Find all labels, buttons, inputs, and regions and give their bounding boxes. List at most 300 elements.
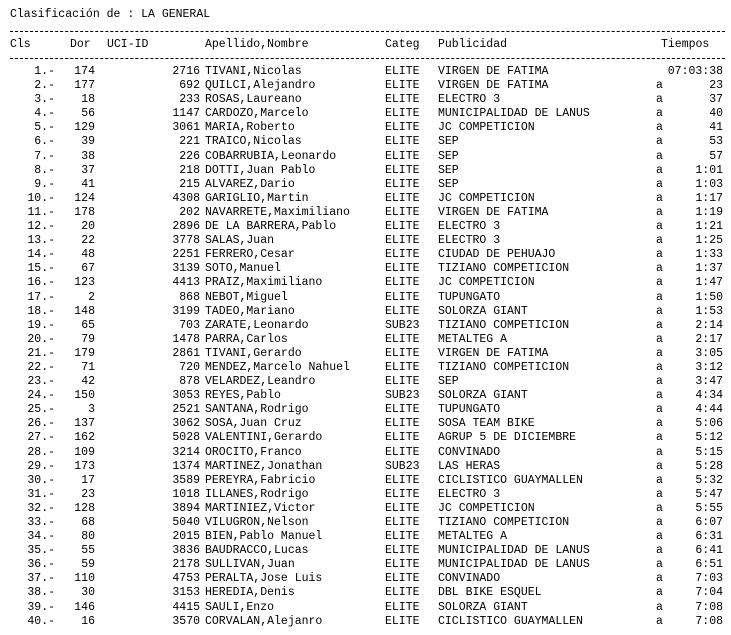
top-divider: [10, 31, 725, 32]
cell-dor: 68: [81, 516, 95, 529]
cell-gap-marker: a: [656, 332, 663, 346]
cell-dor: 38: [81, 149, 95, 163]
cell-cls: 34.-: [27, 530, 55, 544]
cell-dor: 124: [74, 191, 95, 205]
page-title: Clasificación de : LA GENERAL: [10, 8, 211, 21]
cell-category: ELITE: [385, 262, 420, 276]
cell-time: 5:32: [695, 473, 723, 487]
table-row: [10, 319, 725, 333]
cell-cls: 7.-: [34, 149, 55, 163]
cell-name: ROSAS,Laureano: [205, 93, 302, 107]
cell-time: 07:03:38: [667, 65, 723, 78]
cell-uci-id: 1374: [172, 459, 200, 473]
cell-category: SUB23: [385, 389, 420, 403]
cell-uci-id: 5028: [172, 431, 200, 445]
cell-sponsor: JC COMPETICION: [438, 191, 535, 205]
results-document: [10, 0, 725, 635]
cell-category: ELITE: [385, 530, 420, 544]
cell-dor: 174: [74, 65, 95, 78]
cell-dor: 162: [74, 431, 95, 445]
cell-gap-marker: a: [656, 572, 663, 586]
cell-sponsor: JC COMPETICION: [438, 501, 535, 515]
cell-uci-id: 868: [179, 290, 200, 304]
cell-uci-id: 2716: [172, 65, 200, 78]
cell-category: ELITE: [385, 403, 420, 417]
cell-dor: 22: [81, 234, 95, 248]
cell-category: ELITE: [385, 135, 420, 149]
cell-time: 7:08: [695, 600, 723, 614]
cell-uci-id: 3053: [172, 389, 200, 403]
cell-sponsor: TUPUNGATO: [438, 403, 501, 417]
cell-dor: 39: [81, 135, 95, 149]
table-row: [10, 516, 725, 530]
header-times: Tiempos: [661, 38, 710, 51]
table-row: [10, 403, 725, 417]
cell-category: ELITE: [385, 614, 420, 628]
cell-gap-marker: a: [656, 417, 663, 431]
cell-sponsor: MUNICIPALIDAD DE LANUS: [438, 544, 590, 558]
cell-category: ELITE: [385, 79, 420, 93]
cell-gap-marker: a: [656, 318, 663, 332]
cell-uci-id: 3836: [172, 544, 200, 558]
cell-gap-marker: a: [656, 473, 663, 487]
cell-category: ELITE: [385, 177, 420, 191]
cell-name: PERALTA,Jose Luis: [205, 572, 323, 586]
cell-sponsor: JC COMPETICION: [438, 276, 535, 290]
cell-time: 7:04: [695, 586, 723, 600]
cell-category: ELITE: [385, 248, 420, 262]
cell-dor: 2: [88, 290, 95, 304]
cell-category: ELITE: [385, 487, 420, 501]
cell-sponsor: JC COMPETICION: [438, 121, 535, 135]
cell-cls: 2.-: [34, 79, 55, 93]
cell-dor: 30: [81, 586, 95, 600]
cell-name: TRAICO,Nicolas: [205, 135, 302, 149]
cell-cls: 38.-: [27, 586, 55, 600]
cell-cls: 21.-: [27, 346, 55, 360]
cell-category: ELITE: [385, 431, 420, 445]
table-row: [10, 65, 725, 79]
cell-dor: 148: [74, 304, 95, 318]
results-table: [10, 65, 725, 629]
cell-name: VILUGRON,Nelson: [205, 516, 309, 529]
cell-gap-marker: a: [656, 93, 663, 107]
cell-category: ELITE: [385, 558, 420, 572]
cell-gap-marker: a: [656, 600, 663, 614]
cell-name: CORVALAN,Alejanro: [205, 614, 323, 628]
cell-time: 6:51: [695, 558, 723, 572]
cell-cls: 17.-: [27, 290, 55, 304]
cell-dor: 65: [81, 318, 95, 332]
table-row: [10, 150, 725, 164]
cell-name: MARTINIEZ,Victor: [205, 501, 316, 515]
cell-time: 2:17: [695, 332, 723, 346]
table-row: [10, 121, 725, 135]
cell-name: COBARRUBIA,Leonardo: [205, 149, 337, 163]
table-row: [10, 234, 725, 248]
cell-name: ZARATE,Leonardo: [205, 318, 309, 332]
table-row: [10, 135, 725, 149]
cell-uci-id: 3061: [172, 121, 200, 135]
cell-uci-id: 4753: [172, 572, 200, 586]
cell-gap-marker: a: [656, 135, 663, 149]
cell-dor: 129: [74, 121, 95, 135]
cell-time: 1:47: [695, 276, 723, 290]
cell-dor: 109: [74, 445, 95, 459]
cell-dor: 71: [81, 360, 95, 374]
cell-gap-marker: a: [656, 290, 663, 304]
cell-category: ELITE: [385, 501, 420, 515]
cell-uci-id: 1018: [172, 487, 200, 501]
cell-cls: 8.-: [34, 163, 55, 177]
table-row: [10, 248, 725, 262]
cell-time: 1:53: [695, 304, 723, 318]
header-dor: Dor: [70, 38, 91, 51]
cell-sponsor: ELECTRO 3: [438, 220, 501, 234]
cell-dor: 17: [81, 473, 95, 487]
cell-gap-marker: a: [656, 276, 663, 290]
cell-sponsor: SOLORZA GIANT: [438, 304, 528, 318]
cell-uci-id: 2896: [172, 220, 200, 234]
cell-dor: 123: [74, 276, 95, 290]
cell-name: PRAIZ,Maximiliano: [205, 276, 323, 290]
cell-dor: 37: [81, 163, 95, 177]
cell-category: ELITE: [385, 417, 420, 431]
cell-uci-id: 4308: [172, 191, 200, 205]
cell-time: 5:28: [695, 459, 723, 473]
cell-cls: 16.-: [27, 276, 55, 290]
cell-time: 53: [709, 135, 723, 149]
cell-dor: 177: [74, 79, 95, 93]
cell-cls: 33.-: [27, 516, 55, 529]
cell-name: MENDEZ,Marcelo Nahuel: [205, 360, 350, 374]
cell-time: 1:21: [695, 220, 723, 234]
cell-gap-marker: a: [656, 431, 663, 445]
header-sponsor: Publicidad: [438, 38, 508, 51]
cell-time: 23: [709, 79, 723, 93]
cell-uci-id: 4415: [172, 600, 200, 614]
table-row: [10, 347, 725, 361]
cell-uci-id: 2015: [172, 530, 200, 544]
cell-gap-marker: a: [656, 544, 663, 558]
cell-category: ELITE: [385, 304, 420, 318]
cell-time: 3:05: [695, 346, 723, 360]
cell-dor: 110: [74, 572, 95, 586]
cell-cls: 6.-: [34, 135, 55, 149]
cell-sponsor: CONVINADO: [438, 445, 501, 459]
cell-time: 2:14: [695, 318, 723, 332]
cell-cls: 4.-: [34, 107, 55, 121]
cell-uci-id: 5040: [172, 516, 200, 529]
cell-name: SULLIVAN,Juan: [205, 558, 295, 572]
cell-gap-marker: a: [656, 360, 663, 374]
table-row: [10, 220, 725, 234]
cell-gap-marker: a: [656, 487, 663, 501]
table-row: [10, 206, 725, 220]
table-row: [10, 460, 725, 474]
cell-sponsor: TIZIANO COMPETICION: [438, 516, 570, 529]
header-name: Apellido,Nombre: [205, 38, 309, 51]
cell-dor: 18: [81, 93, 95, 107]
cell-time: 1:17: [695, 191, 723, 205]
cell-gap-marker: a: [656, 234, 663, 248]
cell-sponsor: CICLISTICO GUAYMALLEN: [438, 614, 583, 628]
cell-sponsor: AGRUP 5 DE DICIEMBRE: [438, 431, 577, 445]
cell-category: SUB23: [385, 318, 420, 332]
cell-cls: 29.-: [27, 459, 55, 473]
cell-sponsor: TUPUNGATO: [438, 290, 501, 304]
cell-sponsor: ELECTRO 3: [438, 487, 501, 501]
cell-name: BAUDRACCO,Lucas: [205, 544, 309, 558]
cell-gap-marker: a: [656, 205, 663, 219]
cell-uci-id: 3139: [172, 262, 200, 276]
cell-cls: 24.-: [27, 389, 55, 403]
cell-time: 1:33: [695, 248, 723, 262]
cell-name: TIVANI,Nicolas: [205, 65, 302, 78]
cell-gap-marker: a: [656, 304, 663, 318]
cell-category: ELITE: [385, 290, 420, 304]
cell-gap-marker: a: [656, 558, 663, 572]
cell-category: ELITE: [385, 572, 420, 586]
cell-time: 5:06: [695, 417, 723, 431]
table-row: [10, 488, 725, 502]
cell-gap-marker: a: [656, 516, 663, 529]
cell-sponsor: METALTEG A: [438, 530, 508, 544]
cell-uci-id: 3589: [172, 473, 200, 487]
cell-gap-marker: a: [656, 121, 663, 135]
cell-cls: 32.-: [27, 501, 55, 515]
cell-category: ELITE: [385, 360, 420, 374]
cell-cls: 19.-: [27, 318, 55, 332]
cell-dor: 179: [74, 346, 95, 360]
cell-time: 41: [709, 121, 723, 135]
table-row: [10, 586, 725, 600]
cell-time: 7:03: [695, 572, 723, 586]
cell-uci-id: 1147: [172, 107, 200, 121]
cell-time: 3:47: [695, 375, 723, 389]
cell-uci-id: 2251: [172, 248, 200, 262]
cell-cls: 23.-: [27, 375, 55, 389]
cell-sponsor: DBL BIKE ESQUEL: [438, 586, 542, 600]
cell-sponsor: MUNICIPALIDAD DE LANUS: [438, 107, 590, 121]
cell-time: 4:44: [695, 403, 723, 417]
cell-cls: 30.-: [27, 473, 55, 487]
cell-dor: 146: [74, 600, 95, 614]
cell-time: 3:12: [695, 360, 723, 374]
cell-name: SAULI,Enzo: [205, 600, 275, 614]
cell-time: 5:12: [695, 431, 723, 445]
cell-dor: 150: [74, 389, 95, 403]
cell-time: 6:31: [695, 530, 723, 544]
cell-time: 40: [709, 107, 723, 121]
header-uci-id: UCI-ID: [107, 38, 149, 51]
cell-category: ELITE: [385, 445, 420, 459]
cell-cls: 18.-: [27, 304, 55, 318]
table-row: [10, 572, 725, 586]
cell-time: 5:55: [695, 501, 723, 515]
cell-category: ELITE: [385, 205, 420, 219]
cell-category: ELITE: [385, 163, 420, 177]
cell-sponsor: TIZIANO COMPETICION: [438, 262, 570, 276]
cell-dor: 137: [74, 417, 95, 431]
cell-time: 5:15: [695, 445, 723, 459]
cell-category: ELITE: [385, 234, 420, 248]
cell-category: ELITE: [385, 586, 420, 600]
cell-name: CARDOZO,Marcelo: [205, 107, 309, 121]
cell-time: 1:50: [695, 290, 723, 304]
cell-time: 1:37: [695, 262, 723, 276]
table-row: [10, 305, 725, 319]
cell-name: ILLANES,Rodrigo: [205, 487, 309, 501]
cell-cls: 14.-: [27, 248, 55, 262]
cell-name: SOTO,Manuel: [205, 262, 281, 276]
cell-gap-marker: a: [656, 262, 663, 276]
cell-gap-marker: a: [656, 149, 663, 163]
cell-name: MARIA,Roberto: [205, 121, 295, 135]
cell-name: HEREDIA,Denis: [205, 586, 295, 600]
cell-cls: 31.-: [27, 487, 55, 501]
cell-name: SALAS,Juan: [205, 234, 275, 248]
table-row: [10, 558, 725, 572]
cell-category: ELITE: [385, 65, 420, 78]
cell-name: DOTTI,Juan Pablo: [205, 163, 316, 177]
cell-cls: 9.-: [34, 177, 55, 191]
cell-uci-id: 233: [179, 93, 200, 107]
header-cls: Cls: [10, 38, 31, 51]
table-row: [10, 446, 725, 460]
table-row: [10, 361, 725, 375]
cell-cls: 28.-: [27, 445, 55, 459]
cell-uci-id: 218: [179, 163, 200, 177]
cell-uci-id: 720: [179, 360, 200, 374]
cell-cls: 22.-: [27, 360, 55, 374]
cell-time: 1:01: [695, 163, 723, 177]
cell-category: ELITE: [385, 346, 420, 360]
cell-name: SANTANA,Rodrigo: [205, 403, 309, 417]
cell-uci-id: 4413: [172, 276, 200, 290]
cell-name: ALVAREZ,Dario: [205, 177, 295, 191]
cell-category: ELITE: [385, 516, 420, 529]
cell-category: ELITE: [385, 191, 420, 205]
cell-cls: 12.-: [27, 220, 55, 234]
cell-gap-marker: a: [656, 163, 663, 177]
cell-name: PEREYRA,Fabricio: [205, 473, 316, 487]
cell-name: PARRA,Carlos: [205, 332, 288, 346]
table-row: [10, 107, 725, 121]
cell-gap-marker: a: [656, 586, 663, 600]
cell-dor: 67: [81, 262, 95, 276]
cell-gap-marker: a: [656, 346, 663, 360]
table-row: [10, 474, 725, 488]
cell-sponsor: ELECTRO 3: [438, 234, 501, 248]
cell-uci-id: 2861: [172, 346, 200, 360]
cell-sponsor: VIRGEN DE FATIMA: [438, 79, 549, 93]
cell-dor: 79: [81, 332, 95, 346]
table-row: [10, 389, 725, 403]
cell-dor: 23: [81, 487, 95, 501]
table-row: [10, 601, 725, 615]
cell-name: REYES,Pablo: [205, 389, 281, 403]
cell-name: TADEO,Mariano: [205, 304, 295, 318]
cell-cls: 5.-: [34, 121, 55, 135]
cell-category: ELITE: [385, 544, 420, 558]
cell-uci-id: 215: [179, 177, 200, 191]
cell-name: QUILCI,Alejandro: [205, 79, 316, 93]
table-row: [10, 93, 725, 107]
cell-uci-id: 221: [179, 135, 200, 149]
table-row: [10, 178, 725, 192]
table-row: [10, 530, 725, 544]
cell-time: 6:07: [695, 516, 723, 529]
cell-cls: 40.-: [27, 614, 55, 628]
cell-dor: 128: [74, 501, 95, 515]
cell-category: ELITE: [385, 107, 420, 121]
cell-sponsor: CIUDAD DE PEHUAJO: [438, 248, 556, 262]
header-divider: [10, 58, 725, 59]
cell-cls: 25.-: [27, 403, 55, 417]
cell-time: 57: [709, 149, 723, 163]
cell-name: NAVARRETE,Maximiliano: [205, 205, 350, 219]
table-row: [10, 291, 725, 305]
cell-sponsor: CICLISTICO GUAYMALLEN: [438, 473, 583, 487]
cell-dor: 3: [88, 403, 95, 417]
table-row: [10, 544, 725, 558]
cell-dor: 80: [81, 530, 95, 544]
cell-sponsor: SEP: [438, 135, 459, 149]
cell-name: GARIGLIO,Martin: [205, 191, 309, 205]
table-row: [10, 417, 725, 431]
cell-category: ELITE: [385, 600, 420, 614]
cell-cls: 35.-: [27, 544, 55, 558]
cell-cls: 11.-: [27, 205, 55, 219]
cell-sponsor: SEP: [438, 149, 459, 163]
cell-cls: 3.-: [34, 93, 55, 107]
cell-category: ELITE: [385, 276, 420, 290]
cell-cls: 26.-: [27, 417, 55, 431]
cell-gap-marker: a: [656, 375, 663, 389]
cell-dor: 16: [81, 614, 95, 628]
cell-sponsor: SEP: [438, 177, 459, 191]
cell-uci-id: 3894: [172, 501, 200, 515]
cell-sponsor: VIRGEN DE FATIMA: [438, 65, 549, 78]
cell-uci-id: 2521: [172, 403, 200, 417]
table-row: [10, 276, 725, 290]
cell-time: 1:19: [695, 205, 723, 219]
cell-cls: 36.-: [27, 558, 55, 572]
cell-dor: 59: [81, 558, 95, 572]
cell-sponsor: METALTEG A: [438, 332, 508, 346]
table-row: [10, 333, 725, 347]
cell-sponsor: ELECTRO 3: [438, 93, 501, 107]
cell-category: ELITE: [385, 332, 420, 346]
cell-category: ELITE: [385, 121, 420, 135]
table-row: [10, 375, 725, 389]
cell-dor: 42: [81, 375, 95, 389]
table-row: [10, 431, 725, 445]
cell-category: ELITE: [385, 149, 420, 163]
cell-time: 7:08: [695, 614, 723, 628]
cell-uci-id: 3214: [172, 445, 200, 459]
cell-uci-id: 3199: [172, 304, 200, 318]
table-header: [10, 38, 725, 52]
cell-cls: 20.-: [27, 332, 55, 346]
cell-name: VELARDEZ,Leandro: [205, 375, 316, 389]
table-row: [10, 262, 725, 276]
cell-uci-id: 3153: [172, 586, 200, 600]
cell-category: SUB23: [385, 459, 420, 473]
cell-cls: 13.-: [27, 234, 55, 248]
cell-name: NEBOT,Miguel: [205, 290, 288, 304]
